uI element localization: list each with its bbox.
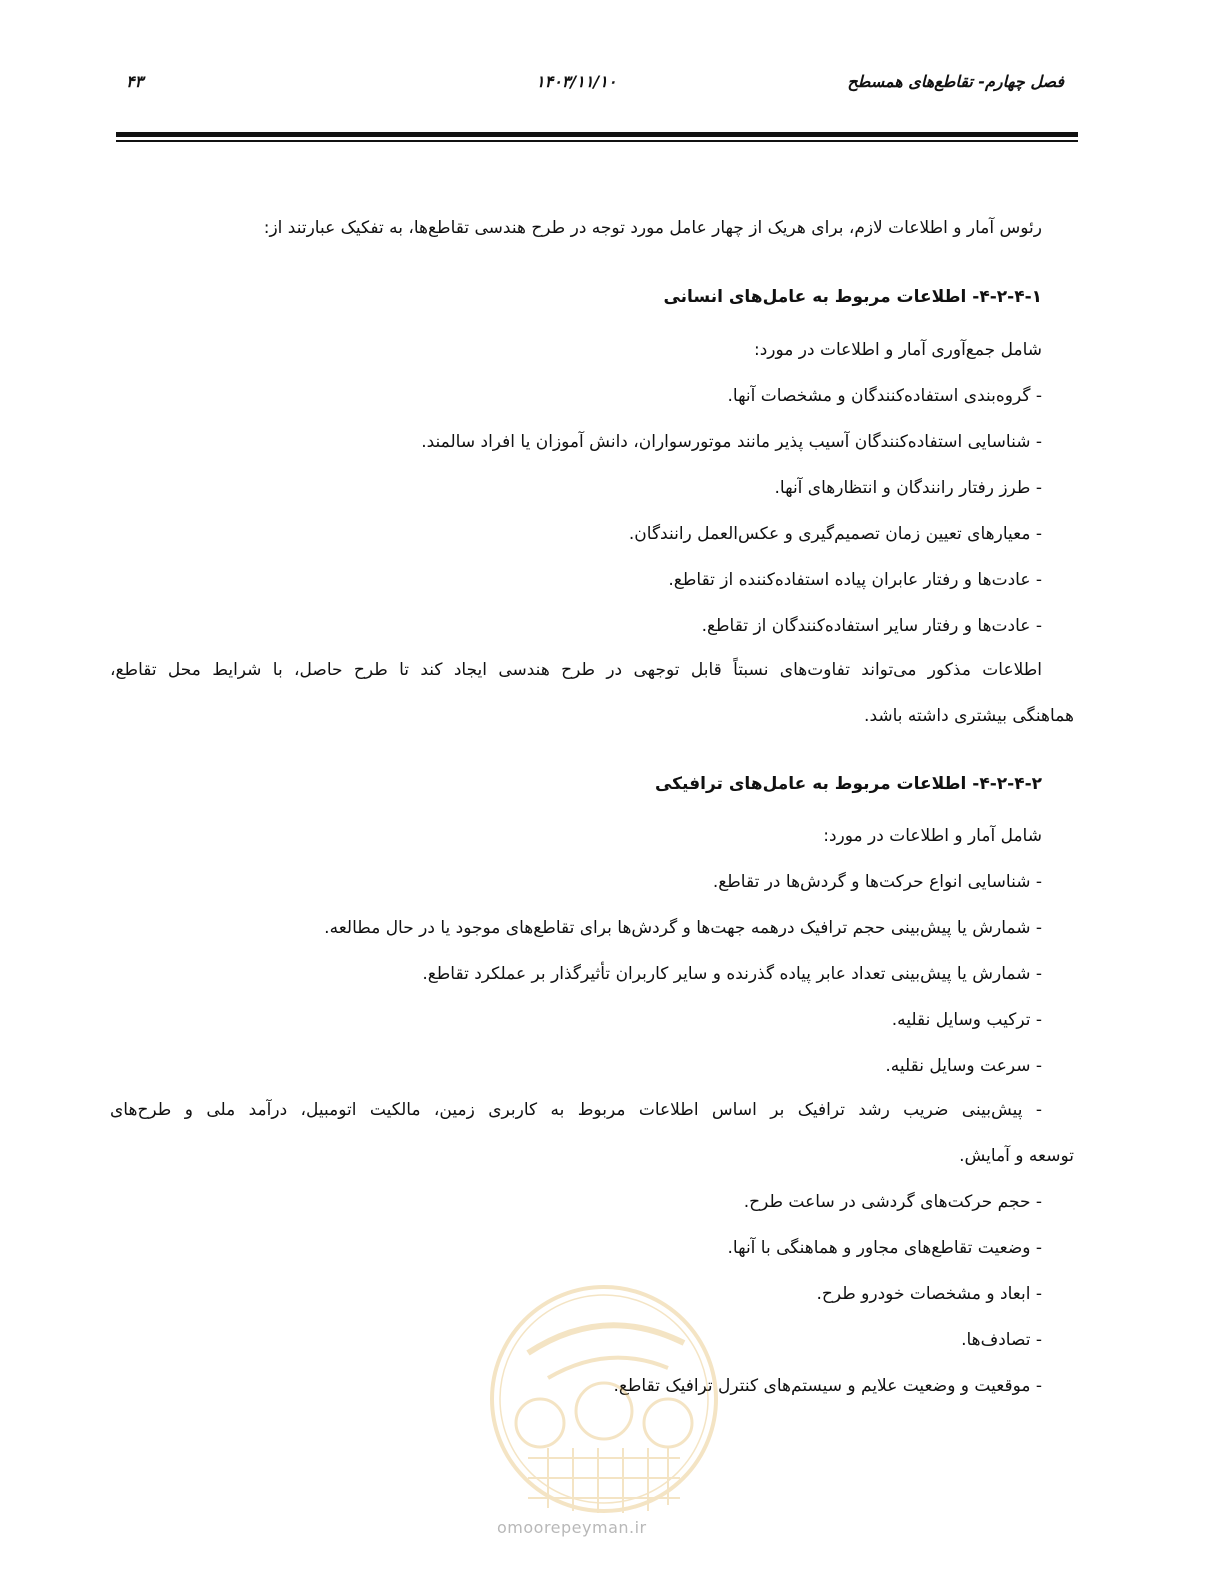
section1-lead: شامل جمع‌آوری آمار و اطلاعات در مورد:: [754, 340, 1042, 360]
watermark-url: omoorepeyman.ir: [497, 1518, 647, 1537]
section-heading-human-factors: ۴-۲-۴-۱- اطلاعات مربوط به عامل‌های انسانی: [663, 287, 1042, 307]
list-item: - وضعیت تقاطع‌های مجاور و هماهنگی با آنها.: [727, 1238, 1042, 1258]
list-item: - شناسایی انواع حرکت‌ها و گردش‌ها در تقاطع.: [712, 872, 1042, 892]
watermark-logo: [488, 1283, 720, 1515]
list-item: - حجم حرکت‌های گردشی در ساعت طرح.: [743, 1192, 1042, 1212]
page-header: [116, 72, 1078, 102]
chapter-title: فصل چهارم- تقاطع‌های همسطح: [847, 72, 1064, 91]
list-item: - طرز رفتار رانندگان و انتظارهای آنها.: [774, 478, 1042, 498]
list-item-wrap: - پیش‌بینی ضریب رشد ترافیک بر اساس اطلاعات مربوط به کاربری زمین، مالکیت اتومبیل، درآمد ملی و طرح‌های: [110, 1100, 1042, 1120]
list-item: - شمارش یا پیش‌بینی حجم ترافیک درهمه جهت‌ها و گردش‌ها برای تقاطع‌های موجود یا در حال مطالعه.: [324, 918, 1042, 938]
header-rule-thin: [116, 140, 1078, 142]
list-item: - ابعاد و مشخصات خودرو طرح.: [816, 1284, 1042, 1304]
list-item: - گروه‌بندی استفاده‌کنندگان و مشخصات آنها.: [727, 386, 1042, 406]
list-item: - سرعت وسایل نقلیه.: [885, 1056, 1042, 1076]
list-item: - عادت‌ها و رفتار عابران پیاده استفاده‌کننده از تقاطع.: [668, 570, 1042, 590]
list-item: - شناسایی استفاده‌کنندگان آسیب پذیر مانند موتورسواران، دانش آموزان یا افراد سالمند.: [421, 432, 1042, 452]
section-heading-traffic-factors: ۴-۲-۴-۲- اطلاعات مربوط به عامل‌های ترافیکی: [654, 774, 1042, 794]
list-item: - شمارش یا پیش‌بینی تعداد عابر پیاده گذرنده و سایر کاربران تأثیرگذار بر عملکرد تقاطع.: [422, 964, 1042, 984]
intro-text: رئوس آمار و اطلاعات لازم، برای هریک از چهار عامل مورد توجه در طرح هندسی تقاطع‌ها، به تفکیک عبارتند از:: [263, 218, 1042, 238]
section2-lead: شامل آمار و اطلاعات در مورد:: [823, 826, 1042, 846]
list-item-wrap: توسعه و آمایش.: [959, 1146, 1074, 1166]
paragraph-line: اطلاعات مذکور می‌تواند تفاوت‌های نسبتاً قابل توجهی در طرح هندسی ایجاد کند تا طرح حاصل، با شرایط محل تقاطع،: [110, 660, 1042, 680]
header-date: ۱۴۰۳/۱۱/۱۰: [536, 72, 617, 91]
header-rule-thick: [116, 132, 1078, 137]
paragraph-line: هماهنگی بیشتری داشته باشد.: [864, 706, 1074, 726]
list-item: - عادت‌ها و رفتار سایر استفاده‌کنندگان از تقاطع.: [701, 616, 1042, 636]
list-item: - موقعیت و وضعیت علایم و سیستم‌های کنترل ترافیک تقاطع.: [613, 1376, 1042, 1396]
list-item: - ترکیب وسایل نقلیه.: [891, 1010, 1042, 1030]
list-item: - معیارهای تعیین زمان تصمیم‌گیری و عکس‌العمل رانندگان.: [628, 524, 1042, 544]
page-number: ۴۳: [126, 72, 144, 91]
list-item: - تصادف‌ها.: [961, 1330, 1042, 1350]
